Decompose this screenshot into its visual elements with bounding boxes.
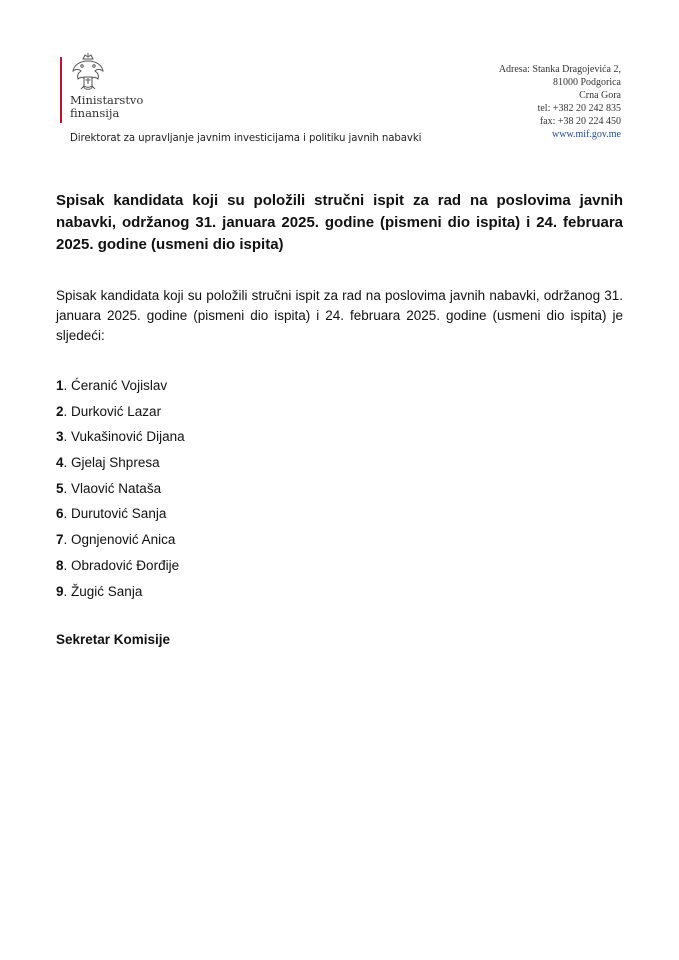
list-item: 9. Žugić Sanja [56, 583, 143, 599]
list-item: 5. Vlaović Nataša [56, 480, 162, 496]
phone-number: tel: +382 20 242 835 [537, 103, 621, 114]
candidate-name: Žugić Sanja [71, 583, 143, 599]
list-item-number: 2 [56, 403, 64, 419]
list-item: 3. Vukašinović Dijana [56, 429, 185, 445]
document-title: Spisak kandidata koji su položili stručni ispit za rad na poslovima javnih nabavki, održanog 31. januara 2025. godine (pismeni dio ispita) i 24. februara 2025. godine (usmeni dio ispita) [56, 192, 623, 253]
candidate-name: Durković Lazar [71, 403, 162, 419]
list-item-number: 4 [56, 455, 64, 471]
address-line2: 81000 Podgorica [552, 77, 621, 88]
candidate-list [56, 373, 185, 604]
contact-address [499, 63, 621, 141]
address-line1: Adresa: Stanka Dragojevića 2, [498, 64, 621, 75]
list-item: 7. Ognjenović Anica [56, 532, 176, 548]
address-line3: Crna Gora [579, 90, 621, 101]
candidate-name: Ognjenović Anica [71, 532, 176, 548]
candidate-name: Gjelaj Shpresa [71, 455, 160, 471]
list-item: 4. Gjelaj Shpresa [56, 455, 160, 471]
ministry-name-line1: Ministarstvo [70, 93, 144, 107]
website-link[interactable]: www.mif.gov.me [552, 129, 621, 140]
list-item: 2. Durković Lazar [56, 403, 162, 419]
list-item: 1. Ćeranić Vojislav [56, 378, 168, 393]
signature-title: Sekretar Komisije [56, 632, 171, 647]
intro-paragraph: Spisak kandidata koji su položili stručni ispit za rad na poslovima javnih nabavki, održanog 31. januara 2025. godine (pismeni dio ispita) i 24. februara 2025. godine (usmeni dio ispita) je sljedeći: [56, 288, 623, 343]
candidate-name: Obradović Đorđije [71, 557, 180, 573]
list-item-number: 7 [56, 532, 64, 548]
letterhead [0, 0, 679, 160]
list-item-number: 1 [56, 378, 64, 393]
list-item: 8. Obradović Đorđije [56, 557, 180, 573]
fax-number: fax: +38 20 224 450 [539, 116, 621, 127]
candidate-name: Vlaović Nataša [71, 480, 162, 496]
list-item: 6. Durutović Sanja [56, 506, 167, 522]
list-item-number: 3 [56, 429, 64, 445]
accent-bar [60, 57, 62, 123]
candidate-name: Ćeranić Vojislav [71, 378, 168, 393]
ministry-name [70, 94, 143, 120]
coat-of-arms-icon [70, 53, 106, 93]
directorate-name: Direktorat za upravljanje javnim investicijama i politiku javnih nabavki [70, 133, 422, 144]
list-item-number: 6 [56, 506, 64, 522]
candidate-name: Vukašinović Dijana [71, 429, 185, 445]
ministry-name-line2: finansija [70, 106, 120, 120]
list-item-number: 9 [56, 583, 64, 599]
list-item-number: 5 [56, 480, 64, 496]
candidate-name: Durutović Sanja [71, 506, 167, 522]
list-item-number: 8 [56, 557, 64, 573]
